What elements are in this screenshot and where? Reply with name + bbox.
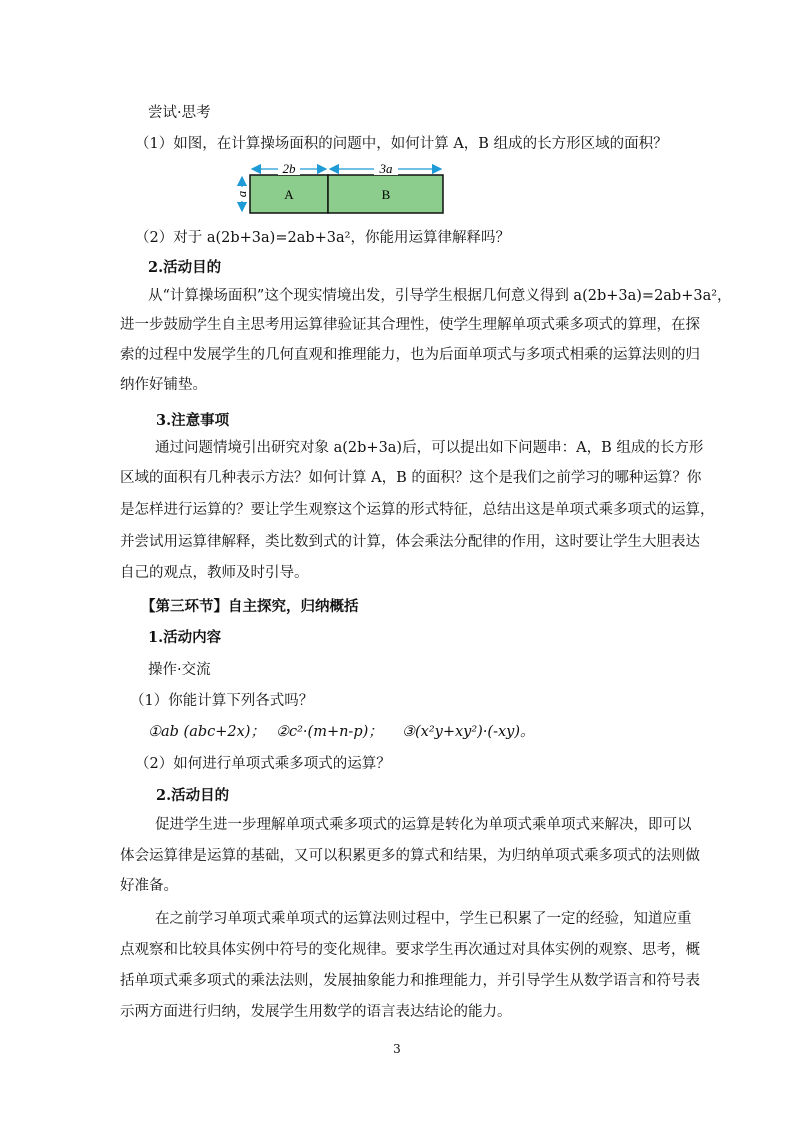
- goal1-line-2: 进一步鼓励学生自主思考用运算律验证其合理性，使学生理解单项式乘多项式的算理，在探: [120, 317, 700, 333]
- label-B: B: [381, 187, 391, 202]
- goal1-line-4: 纳作好铺垫。: [120, 377, 207, 393]
- goal2-p1-line-3: 好准备。: [120, 878, 178, 894]
- question-1: （1）如图，在计算操场面积的问题中，如何计算 A，B 组成的长方形区域的面积？: [135, 136, 668, 152]
- section3-question-2: （2）如何进行单项式乘多项式的运算？: [135, 756, 391, 772]
- activity-goal-heading-2: 2.活动目的: [156, 787, 230, 804]
- rectangle-area-figure: [236, 160, 448, 220]
- goal1-line-1: 从“计算操场面积”这个现实情境出发，引导学生根据几何意义得到 a(2b+3a)=2ab+3a²，: [148, 288, 732, 304]
- label-a: a: [234, 190, 249, 198]
- section3-question-1: （1）你能计算下列各式吗？: [130, 693, 314, 709]
- notes-line-1: 通过问题情境引出研究对象 a(2b+3a)后，可以提出如下问题串：A，B 组成的长方形: [155, 440, 704, 456]
- activity-content-heading: 1.活动内容: [148, 629, 222, 646]
- goal2-p2-line-4: 示两方面进行归纳，发展学生用数学的语言表达结论的能力。: [120, 1004, 512, 1020]
- activity-goal-heading-1: 2.活动目的: [148, 259, 222, 276]
- goal2-p2-line-2: 点观察和比较具体实例中符号的变化规律。要求学生再次通过对具体实例的观察、思考，概: [120, 942, 700, 958]
- notes-line-3: 是怎样进行运算的？要让学生观察这个运算的形式特征，总结出这是单项式乘多项式的运算，: [120, 502, 715, 518]
- goal1-line-3: 索的过程中发展学生的几何直观和推理能力，也为后面单项式与多项式相乘的运算法则的归: [120, 347, 700, 363]
- expression-2: ②c²·(m+n-p)；: [276, 724, 383, 740]
- goal2-p2-line-1: 在之前学习单项式乘单项式的运算法则过程中，学生已积累了一定的经验，知道应重: [155, 911, 692, 927]
- expression-3: ③(x²y+xy²)·(-xy)。: [402, 724, 535, 740]
- section3-heading: 【第三环节】自主探究，归纳概括: [141, 598, 359, 615]
- label-A: A: [284, 187, 294, 202]
- label-3a: 3a: [379, 161, 393, 176]
- goal2-p1-line-2: 体会运算律是运算的基础，又可以积累更多的算式和结果，为归纳单项式乘多项式的法则做: [120, 848, 700, 864]
- expression-1: ①ab (abc+2x)；: [148, 724, 265, 740]
- notes-line-2: 区域的面积有几种表示方法？如何计算 A，B 的面积？这个是我们之前学习的哪种运算？你: [120, 470, 702, 486]
- page-number: 3: [393, 1042, 401, 1056]
- label-2b: 2b: [282, 161, 296, 176]
- notes-heading: 3.注意事项: [156, 412, 230, 429]
- operate-label: 操作·交流: [148, 662, 211, 678]
- goal2-p2-line-3: 括单项式乘多项式的乘法法则，发展抽象能力和推理能力，并引导学生从数学语言和符号表: [120, 973, 700, 989]
- goal2-p1-line-1: 促进学生进一步理解单项式乘多项式的运算是转化为单项式乘单项式来解决，即可以: [155, 817, 692, 833]
- notes-line-4: 并尝试用运算律解释，类比数到式的计算，体会乘法分配律的作用，这时要让学生大胆表达: [120, 534, 700, 550]
- try-think-label: 尝试·思考: [148, 105, 211, 121]
- notes-line-5: 自己的观点，教师及时引导。: [120, 565, 309, 581]
- question-2: （2）对于 a(2b+3a)=2ab+3a²，你能用运算律解释吗？: [135, 230, 510, 246]
